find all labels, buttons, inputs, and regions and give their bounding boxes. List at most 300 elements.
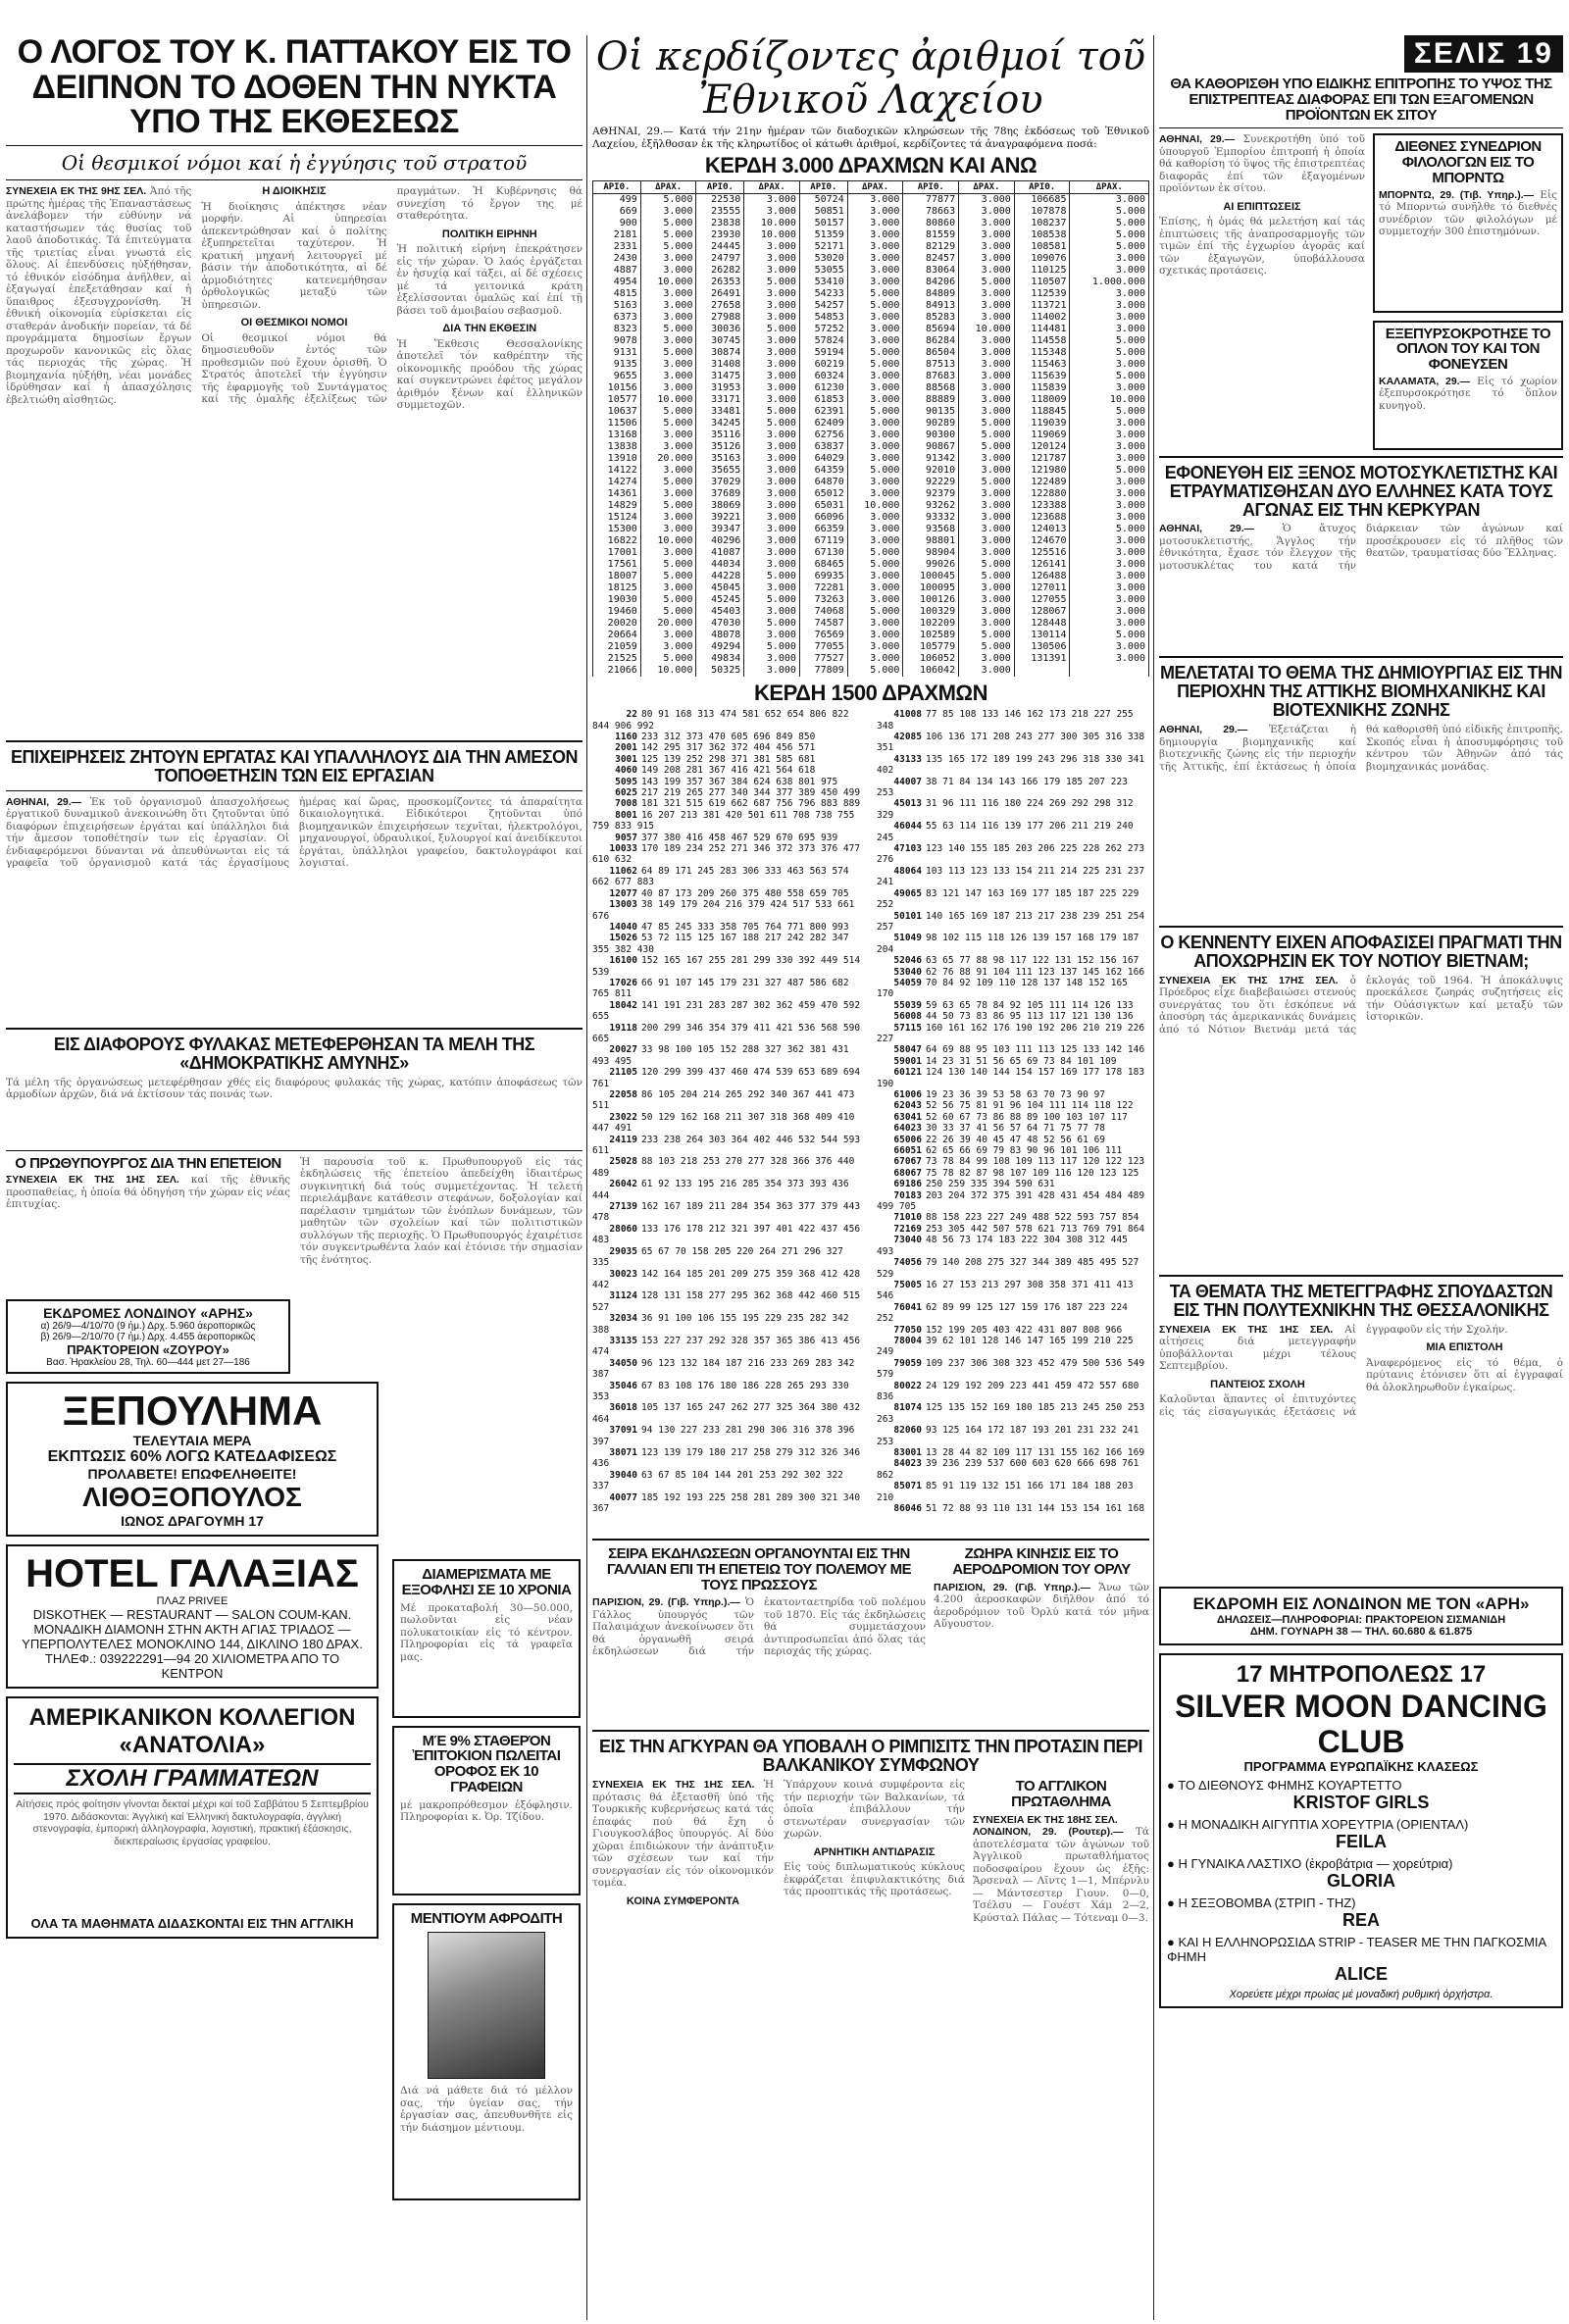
lottery-group-values: 128 131 158 277 295 362 368 442 460 515 527 — [592, 1290, 861, 1313]
lottery-cell: 112539 — [1014, 288, 1070, 300]
lottery-group-key: 28060 — [609, 1223, 637, 1235]
lottery-group-values: 73 78 84 99 108 109 113 117 120 122 123 — [926, 1156, 1145, 1168]
column-rule — [1153, 35, 1154, 2320]
lottery-cell: 40296 — [696, 535, 744, 547]
lottery-cell: 9135 — [593, 359, 641, 371]
lottery-cell: 26491 — [696, 288, 744, 300]
lottery-group-key: 33135 — [609, 1335, 637, 1346]
lottery-group — [877, 1168, 1149, 1179]
lottery-cell: 10577 — [593, 394, 641, 406]
lottery-cell: 3.000 — [1070, 559, 1149, 571]
lottery-cell: 64870 — [799, 477, 847, 488]
lottery-group-key: 61006 — [893, 1089, 922, 1100]
lottery-cell: 3.000 — [1070, 418, 1149, 429]
lottery-group-values: 31 96 111 116 180 224 269 292 298 312 329 — [877, 798, 1134, 821]
lottery-cell: 3.000 — [640, 288, 696, 300]
lottery-cell: 3.000 — [744, 512, 800, 524]
lottery-group — [592, 1336, 865, 1358]
lottery-cell: 3.000 — [847, 535, 903, 547]
lottery-cell: 14361 — [593, 488, 641, 500]
lottery-row — [593, 653, 1149, 665]
lottery-group-values: 140 165 169 187 213 217 238 239 251 254 257 — [877, 910, 1145, 933]
lottery-cell: 77527 — [799, 653, 847, 665]
lottery-cell: 3.000 — [959, 241, 1015, 253]
lottery-group-values: 142 164 185 201 209 275 359 368 412 428 442 — [592, 1268, 861, 1290]
lottery-cell: 114558 — [1014, 335, 1070, 347]
lottery-cell: 93568 — [903, 524, 959, 535]
lottery-cell: 3.000 — [640, 512, 696, 524]
lottery-row — [593, 265, 1149, 277]
lottery-cell: 3.000 — [640, 312, 696, 324]
lottery-cell: 3.000 — [959, 535, 1015, 547]
lottery-col-header: ΑΡΙΘ. — [799, 181, 847, 194]
lottery-group — [592, 1313, 865, 1336]
lottery-group — [877, 777, 1149, 799]
lottery-row — [593, 229, 1149, 241]
lottery-cell: 50325 — [696, 665, 744, 677]
lottery-cell: 54233 — [799, 288, 847, 300]
lottery-cell: 3.000 — [744, 241, 800, 253]
lottery-cell: 900 — [593, 218, 641, 229]
lottery-cell: 45045 — [696, 582, 744, 594]
lottery-group — [877, 1190, 1149, 1213]
medium-ad[interactable]: ΜΕΝΤΙΟΥΜ ΑΦΡΟΔΙΤΗ Διά νά μάθετε διά τό μέλλον σας, τήν ὑγείαν σας, τήν ἐργασίαν σας, ἀπευθυνθῆτε εἰς τήν διάσημον μέντιουμ. — [392, 1903, 581, 2201]
lottery-cell: 3.000 — [640, 371, 696, 382]
lottery-cell: 9131 — [593, 347, 641, 359]
lottery-group-key: 31124 — [609, 1290, 637, 1302]
lottery-cell: 10.000 — [847, 500, 903, 512]
london-excursion-ad[interactable]: ΕΚΔΡΟΜΗ ΕΙΣ ΛΟΝΔΙΝΟΝ ΜΕ ΤΟΝ «ΑΡΗ» ΔΗΛΩΣΕΙΣ—ΠΛΗΡΟΦΟΡΙΑΙ: ΠΡΑΚΤΟΡΕΙΟΝ ΣΙΣΜΑΝΙΔΗ ΔΗΜ. ΓΟΥΝΑΡΗ 38 — ΤΗΛ. 60.680 & 61.875 — [1159, 1587, 1563, 1645]
lottery-group-key: 16100 — [609, 955, 637, 967]
lottery-group-values: 36 91 100 106 155 195 229 235 282 342 388 — [592, 1313, 849, 1336]
lottery-row — [593, 371, 1149, 382]
lottery-group — [877, 754, 1149, 777]
lottery-col-header: ΑΡΙΘ. — [696, 181, 744, 194]
lottery-cell: 3.000 — [959, 382, 1015, 394]
lottery-group — [877, 1447, 1149, 1458]
lottery-group-values: 61 92 133 195 216 285 354 373 393 436 444 — [592, 1179, 849, 1201]
dateline: ΛΟΝΔΙΝΟΝ, 29. (Ρουτερ).— — [973, 1826, 1124, 1839]
lottery-cell: 35163 — [696, 453, 744, 465]
lottery-group — [877, 1381, 1149, 1403]
lottery-cell: 19460 — [593, 606, 641, 618]
lottery-cell: 100329 — [903, 606, 959, 618]
lottery-group-key: 42085 — [893, 732, 922, 742]
lottery-cell: 62391 — [799, 406, 847, 418]
lottery-group-values: 19 23 36 39 53 58 63 70 73 90 97 — [926, 1089, 1106, 1100]
lottery-group-key: 77050 — [893, 1324, 922, 1336]
lottery-cell: 107878 — [1014, 206, 1070, 218]
lottery-group-values: 88 158 223 227 249 488 522 593 757 854 — [926, 1212, 1139, 1224]
lottery-group-key: 11062 — [609, 865, 637, 877]
lottery-cell: 5.000 — [847, 547, 903, 559]
lottery-cell: 3.000 — [959, 653, 1015, 665]
lottery-group-key: 2001 — [615, 742, 637, 754]
lottery-cell: 3.000 — [640, 582, 696, 594]
lottery-group-values: 233 238 264 303 364 402 446 532 544 593 611 — [592, 1134, 861, 1157]
lottery-cell: 115463 — [1014, 359, 1070, 371]
lottery-cell: 119069 — [1014, 429, 1070, 441]
apartments-ad[interactable]: ΔΙΑΜΕΡΙΣΜΑΤΑ ΜΕ ΕΞΟΦΛΗΣΙ ΣΕ 10 ΧΡΟΝΙΑ Μέ προκαταβολή 30—50.000, πωλοῦνται εἰς νέαν πολυκατοικίαν εἰς τό κέντρον. Πληροφορίαι εἰς τά γραφεῖα μας. — [392, 1559, 581, 1718]
jobs-headline: ΕΠΙΧΕΙΡΗΣΕΙΣ ΖΗΤΟΥΝ ΕΡΓΑΤΑΣ ΚΑΙ ΥΠΑΛΛΗΛΟΥΣ ΔΙΑ ΤΗΝ ΑΜΕΣΟΝ ΤΟΠΟΘΕΤΗΣΙΝ ΤΩΝ ΕΙΣ ΕΡΓΑΣΙΑΝ — [10, 747, 579, 785]
lottery-cell: 3.000 — [847, 477, 903, 488]
lottery-cell: 3.000 — [640, 206, 696, 218]
lottery-group-key: 76041 — [893, 1301, 922, 1313]
lottery-group-values: 33 98 100 105 152 288 327 362 381 431 493 495 — [592, 1044, 849, 1067]
lottery-cell: 26353 — [696, 277, 744, 288]
continuation-label: ΣΥΝΕΧΕΙΑ ΕΚ ΤΗΣ 1ΗΣ ΣΕΛ. — [6, 1174, 179, 1187]
lottery-cell: 5.000 — [1070, 335, 1149, 347]
middle-column: Οἱ κερδίζοντες ἀριθμοί τοῦ Ἐθνικοῦ Λαχείου ΑΘΗΝΑΙ, 29.— Κατά τήν 21ην ἡμέραν τῶν διαδοχικῶν κληρώσεων τῆς 78ης ἐκδόσεως τοῦ Ἐθνικοῦ Λαχείου, ἐξῆλθοσαν ἐκ τῆς κληρωτίδος οἱ κάτωθι ἀριθμοί, κερδίζοντες τά ἀναγραφόμενα ποσά: ΚΕΡΔΗ 3.000 ΔΡΑΧΜΩΝ ΚΑΙ ΑΝΩ ΑΡΙΘ. ΔΡΑΧ. ΑΡΙΘ. ΔΡΑΧ. ΑΡΙΘ. ΔΡΑΧ. ΑΡΙΘ. ΔΡΑΧ. ΑΡΙΘ. ΔΡΑΧ. 499 5.000 22530 3.000 50724 3.000 77877 3.000 106685 3.000 669 3.000 23555 3.000 50851 3.000 78663 3.000 107878 5.000 900 5.000 23838 10.000 50157 3.000 80860 3.000 108237 5.000 2181 5.000 23930 10.000 51359 3.000 81559 3.000 108538 5.000 2331 5.000 24445 3.000 52171 3.000 82129 3.000 108581 5.000 2430 3.000 24797 3.000 53020 3.000 82457 3.000 109076 3.000 4887 3.000 26282 3.000 53055 3.000 83064 3.000 110125 3.000 4954 10.000 26353 5.000 53410 3.000 84206 5.000 110507 1.000.000 4815 3.000 26491 3.000 54233 5.000 84809 3.000 112539 3.000 5163 3.000 27658 3.000 54257 5.000 84913 3.000 113721 3.000 6373 3.000 27988 3.000 54853 3.000 85283 3.000 114002 3.000 8323 5.000 30036 5.000 57252 3.000 85694 10.000 114481 3.000 9078 3.000 30745 3.000 57824 3.000 86284 3.000 114558 5.000 9131 5.000 30874 3.000 59194 5.000 86504 3.000 115348 5.000 9135 3.000 31408 3.000 60219 5.000 87513 3.000 115463 3.000 9655 3.000 31475 3.000 60324 3.000 87683 3.000 115639 5.000 10156 3.000 31953 3.000 61230 3.000 88568 3.000 115839 3.000 10577 10.000 33171 3.000 61853 3.000 88889 3.000 118009 10.000 10637 5.000 33481 5.000 62391 5.000 90135 3.000 118845 5.000 11506 5.000 34245 5.000 62409 3.000 90289 5.000 119039 3.000 13168 3.000 35116 3.000 62756 3.000 90300 5.000 119069 3.000 13838 3.000 35126 3.000 63837 3.000 90867 5.000 120124 3.000 13910 20.000 35163 3.000 64029 3.000 91342 3.000 121787 3.000 14122 3.000 35655 3.000 64359 5.000 92010 3.000 121980 5.000 14274 5.000 37029 3.000 64870 3.000 92229 5.000 122489 3.000 14361 3.000 37689 3.000 65012 3.000 92379 3.000 122880 3.000 14829 5.000 38069 3.000 65031 10.000 93262 3.000 123388 3.000 15124 3.000 39221 3.000 66096 3.000 93332 3.000 123688 3.000 15300 3.000 39347 3.000 66359 3.000 93568 3.000 124013 5.000 16822 10.000 40296 3.000 67119 3.000 98801 3.000 124670 3.000 17001 3.000 41087 3.000 67130 5.000 98904 3.000 125516 3.000 17561 5.000 44034 3.000 68465 5.000 99026 5.000 126141 3.000 18007 5.000 44228 5.000 69935 3.000 100045 5.000 126488 3.000 18125 3.000 45045 3.000 72281 3.000 100095 3.000 127011 3.000 19030 5.000 45245 5.000 73263 3.000 100126 3.000 127055 3.000 19460 5.000 45403 3.000 74068 5.000 100329 3.000 128067 3.000 20020 20.000 47030 5.000 74587 3.000 102209 3.000 128448 3.000 20664 3.000 48078 3.000 76569 3.000 102589 5.000 130114 5.000 21059 3.000 49294 5.000 77055 3.000 105779 5.000 130506 3.000 21525 5.000 49834 3.000 77527 3.000 106052 3.000 131391 3.000 21066 10.000 50325 3.000 77809 5.000 106042 3.000 ΚΕΡΔΗ 1500 ΔΡΑΧΜΩΝ 22 80 91 168 313 474 581 652 654 806 822 844 906 992 1160 233 312 373 470 605 696 849 850 2001 142 295 317 362 372 404 456 571 3001 125 139 252 298 371 381 585 681 4060 149 208 281 367 416 421 564 618 5095 143 199 357 367 384 624 638 801 975 6025 217 219 265 277 340 344 377 389 450 499 7008 181 321 515 619 662 687 756 796 883 889 8001 16 207 213 381 420 501 611 708 738 755 759 833 915 9057 377 380 416 458 467 529 670 695 939 10033 170 189 234 252 271 346 372 373 376 477 610 632 11062 64 89 171 245 283 306 333 463 563 574 662 677 883 12077 40 87 173 209 260 375 480 558 659 705 13003 38 149 179 204 216 379 424 517 533 661 676 14040 47 85 245 333 358 705 764 771 800 993 15026 53 72 115 125 167 188 217 242 282 347 355 382 430 16100 152 165 167 255 281 299 330 392 449 514 539 17026 66 91 107 145 179 231 327 487 586 682 765 811 18042 141 191 231 283 287 302 362 459 470 592 655 19118 200 299 346 354 379 411 421 536 568 590 665 20027 33 98 100 105 152 288 327 362 381 431 493 495 21105 120 299 399 437 460 474 539 653 689 694 761 22058 86 105 204 214 265 292 340 367 441 473 511 23022 50 129 162 168 211 307 318 368 409 410 447 491 24119 233 238 264 303 364 402 446 532 544 593 611 25028 88 103 218 253 270 277 328 366 376 440 489 26042 61 92 133 195 216 285 354 373 393 436 444 27139 162 167 189 211 284 354 363 377 379 443 478 28060 133 176 178 212 321 397 401 422 437 456 483 29035 65 67 70 158 205 220 264 271 296 327 335 30023 142 164 185 201 209 275 359 368 412 428 442 31124 128 131 158 277 295 362 368 442 460 515 527 32034 36 91 100 106 155 195 229 235 282 342 388 33135 153 227 237 292 328 357 365 386 413 456 474 34050 96 123 132 184 187 216 233 269 283 342 387 35046 67 83 108 176 180 186 228 265 293 330 353 36018 105 137 165 247 262 277 325 364 380 432 464 37091 94 130 227 233 281 290 306 316 378 396 397 38071 123 139 179 180 217 258 279 312 326 346 436 39040 63 67 85 104 144 201 253 292 302 322 337 40077 185 192 193 225 258 281 289 300 321 340 367 41008 77 85 108 133 146 162 173 218 227 255 348 42085 106 136 171 208 243 277 300 305 316 338 351 43133 135 165 172 189 199 243 296 318 330 341 402 44007 38 71 84 134 143 166 179 185 207 223 253 45013 31 96 111 116 180 224 269 292 298 312 329 46044 55 63 114 116 139 177 206 211 219 240 245 47103 123 140 155 185 203 206 225 228 262 273 276 48064 103 113 123 133 154 211 214 225 231 237 241 49065 83 121 147 163 169 177 185 187 225 229 252 50101 140 165 169 187 213 217 238 239 251 254 257 51049 98 102 115 118 126 139 157 168 179 187 204 52046 63 65 77 88 98 117 122 131 152 156 167 53040 62 76 88 91 104 111 123 137 145 162 166 54059 70 84 92 109 110 128 137 148 152 165 170 55039 59 63 65 78 84 92 105 111 114 126 133 56008 44 50 73 83 86 95 113 117 121 130 136 57115 160 161 162 176 190 192 206 210 219 226 227 58047 64 69 88 95 103 111 113 125 133 142 146 59001 14 23 31 51 56 65 69 73 84 101 109 60121 124 130 140 144 154 157 169 177 178 183 190 61006 19 23 36 39 53 58 63 70 73 90 97 62043 52 56 75 81 91 96 104 111 114 118 122 63041 52 60 67 73 86 88 89 100 103 107 117 64023 30 33 37 41 56 57 64 71 75 77 78 65006 22 26 39 40 45 47 48 52 56 61 69 66051 62 65 66 69 79 83 90 96 101 106 111 67067 73 78 84 99 108 109 113 117 120 122 123 68067 75 78 82 87 98 107 109 116 120 123 125 69186 250 259 335 394 590 631 70183 203 204 372 375 391 428 431 454 484 489 499 705 71010 88 158 223 227 249 488 522 593 757 854 72169 253 305 442 507 578 621 713 769 791 864 73040 48 56 73 174 183 222 304 308 312 445 493 74056 79 140 208 275 327 344 389 485 495 527 529 75005 16 27 153 213 297 308 358 371 411 413 546 76041 62 89 99 125 127 159 176 187 223 224 252 77050 152 199 205 403 422 431 807 808 966 78004 39 62 101 128 146 147 165 199 210 225 249 79059 109 237 306 308 323 452 479 500 536 549 579 80022 24 129 192 209 223 441 459 472 557 680 836 81074 125 135 152 169 180 185 213 245 250 253 263 82060 93 125 164 172 187 193 201 231 232 241 253 83001 13 28 44 82 109 117 131 155 162 166 169 84023 39 236 239 537 600 603 620 666 698 761 862 85071 85 91 119 132 151 166 171 184 188 203 210 86046 51 72 88 93 110 131 144 153 154 161 168 ΣΕΙΡΑ ΕΚΔΗΛΩΣΕΩΝ ΟΡΓΑΝΟΥΝΤΑΙ ΕΙΣ ΤΗΝ ΓΑΛΛΙΑΝ ΕΠΙ ΤΗ ΕΠΕΤΕΙΩ ΤΟΥ ΠΟΛΕΜΟΥ ΜΕ ΤΟΥΣ ΠΡΩΣΣΟΥΣ ΠΑΡΙΣΙΟΝ, 29. (Γιβ. Υπηρ.).— Ὁ Γάλλος ὑπουργός τῶν Παλαιμάχων ἀνεκοίνωσεν ὅτι θά ὀργανωθῆ σειρά ἐκδηλώσεων διά τήν ἐκατονταετηρίδα τοῦ πολέμου τοῦ 1870. Εἰς τάς ἐκδηλώσεις θά συμμετάσχουν ἀντιπροσωπεῖαι ἀπό ὅλας τάς περιοχάς τῆς χώρας. ΖΩΗΡΑ ΚΙΝΗΣΙΣ ΕΙΣ ΤΟ ΑΕΡΟΔΡΟΜΙΟΝ ΤΟΥ ΟΡΛΥ ΠΑΡΙΣΙΟΝ, 29. (Γιβ. Υπηρ.).— Ἄνω τῶν 4.200 ἀεροσκαφῶν διῆλθον ἀπό τό ἀεροδρόμιον τοῦ Ὀρλύ κατά τόν μῆνα Αὔγουστον. ΕΙΣ ΤΗΝ ΑΓΚΥΡΑΝ ΘΑ ΥΠΟΒΑΛΗ Ο ΡΙΜΠΙΣΙΤΣ ΤΗΝ ΠΡΟΤΑΣΙΝ ΠΕΡΙ ΒΑΛΚΑΝΙΚΟΥ ΣΥΜΦΩΝΟΥ ΣΥΝΕΧΕΙΑ ΕΚ ΤΗΣ 1ΗΣ ΣΕΛ. Ἡ πρότασις θά ἐξετασθῆ ὑπό τῆς Τουρκικῆς κυβερνήσεως κατά τάς ἐπαφάς πού θά ἔχη ὁ Γιουγκοσλάβος ὑπουργός. Αἱ δύο χῶραι ἐπιδιώκουν τήν ἀνάπτυξιν τῶν σχέσεων των καί τήν συνεργασίαν εἰς τόν οἰκονομικόν τομέα. ΚΟΙΝΑ ΣΥΜΦΕΡΟΝΤΑ Ὑπάρχουν κοινά συμφέροντα εἰς τήν περιοχήν τῶν Βαλκανίων, τά ὁποῖα ἐπιβάλλουν τήν στενωτέραν συνεργασίαν τῶν χωρῶν. ΑΡΝΗΤΙΚΗ ΑΝΤΙΔΡΑΣΙΣ Εἰς τούς διπλωματικούς κύκλους ἐκφράζεται ἐπιφυλακτικότης διά τάς προοπτικάς τῆς προτάσεως. ΤΟ ΑΓΓΛΙΚΟΝ ΠΡΩΤΑΘΛΗΜΑ ΣΥΝΕΧΕΙΑ ΕΚ ΤΗΣ 18ΗΣ ΣΕΛ. ΛΟΝΔΙΝΟΝ, 29. (Ρουτερ).— Τά ἀποτελέσματα τῶν ἀγώνων τοῦ Ἀγγλικοῦ πρωταθλήματος ποδοσφαίρου ἔχουν ὡς ἑξῆς: Ἄρσεναλ — Λῖντς 1—1, Μπέρνλυ — Μάντσεστερ Γιουν. 0—0, Τσέλσυ — Γουέστ Χάμ 2—2, Κρύσταλ Πάλας — Τότεναμ 0—3. — [592, 34, 1149, 1924]
lottery-cell — [1014, 665, 1070, 677]
lottery-cell: 119039 — [1014, 418, 1070, 429]
lottery-cell: 3.000 — [640, 359, 696, 371]
lottery-cell: 3.000 — [744, 288, 800, 300]
lottery-cell: 50724 — [799, 194, 847, 207]
lottery-cell: 5.000 — [744, 641, 800, 653]
aris-excursion-ad[interactable]: ΕΚΔΡΟΜΕΣ ΛΟΝΔΙΝΟΥ «ΑΡΗΣ» α) 26/9—4/10/70 (9 ἡμ.) Δρχ. 5.960 ἀεροπορικῶς β) 26/9—2/10/70 (7 ἡμ.) Δρχ. 4.455 ἀεροπορικῶς ΠΡΑΚΤΟΡΕΙΟΝ «ΖΟΥΡΟΥ» Βασ. Ἡρακλείου 28, Τηλ. 60—444 μετ 27—186 — [6, 1299, 290, 1374]
lottery-group — [877, 1112, 1149, 1123]
lottery-group — [877, 1089, 1149, 1100]
lottery-group-key: 5095 — [615, 776, 637, 787]
lottery-group-key: 64023 — [893, 1123, 922, 1135]
lottery-cell: 45403 — [696, 606, 744, 618]
section-subhead: ΠΟΛΙΤΙΚΗ ΕΙΡΗΝΗ — [441, 227, 537, 240]
lottery-group — [592, 1358, 865, 1381]
lottery-cell: 3.000 — [847, 241, 903, 253]
lottery-cell: 3.000 — [1070, 253, 1149, 265]
lottery-cell: 16822 — [593, 535, 641, 547]
lottery-cell: 3.000 — [640, 488, 696, 500]
students-headline: ΤΑ ΘΕΜΑΤΑ ΤΗΣ ΜΕΤΕΓΓΡΑΦΗΣ ΣΠΟΥΔΑΣΤΩΝ ΕΙΣ ΤΗΝ ΠΟΛΥΤΕΧΝΙΚΗΝ ΤΗΣ ΘΕΣΣΑΛΟΝΙΚΗΣ — [1169, 1281, 1553, 1320]
lottery-cell: 35116 — [696, 429, 744, 441]
lottery-group-key: 59001 — [893, 1055, 922, 1067]
lottery-group — [592, 922, 865, 933]
lottery-cell: 3.000 — [847, 229, 903, 241]
lottery-group-values: 123 140 155 185 203 206 225 228 262 273 276 — [877, 843, 1145, 866]
lottery-group-key: 29035 — [609, 1245, 637, 1257]
lottery-cell: 53410 — [799, 277, 847, 288]
lottery-row — [593, 524, 1149, 535]
lottery-cell: 3.000 — [744, 535, 800, 547]
lottery-group-key: 22058 — [609, 1089, 637, 1100]
lottery-cell: 3.000 — [959, 488, 1015, 500]
lottery-cell: 19030 — [593, 594, 641, 606]
lottery-group — [592, 1089, 865, 1112]
lottery-cell: 127055 — [1014, 594, 1070, 606]
lottery-cell: 49294 — [696, 641, 744, 653]
lottery-cell: 125516 — [1014, 547, 1070, 559]
lottery-group — [877, 955, 1149, 966]
lottery-cell: 2430 — [593, 253, 641, 265]
lottery-row — [593, 206, 1149, 218]
lottery-group-values: 53 72 115 125 167 188 217 242 282 347 355 382 430 — [592, 933, 849, 955]
lottery-row — [593, 477, 1149, 488]
lottery-cell: 3.000 — [640, 265, 696, 277]
lottery-cell: 3.000 — [640, 641, 696, 653]
lottery-cell: 3.000 — [959, 547, 1015, 559]
lottery-cell: 3.000 — [847, 488, 903, 500]
lottery-cell: 47030 — [696, 618, 744, 630]
lottery-cell: 92010 — [903, 465, 959, 477]
lottery-cell: 63837 — [799, 441, 847, 453]
lottery-group-key: 12077 — [609, 887, 637, 899]
lottery-group-key: 4060 — [615, 765, 637, 777]
lottery-group — [592, 978, 865, 1000]
lottery-cell: 10.000 — [640, 394, 696, 406]
lottery-group-key: 54059 — [893, 977, 922, 988]
lottery-group-key: 20027 — [609, 1044, 637, 1056]
lottery-cell: 37029 — [696, 477, 744, 488]
lottery-cell: 3.000 — [1070, 288, 1149, 300]
lottery-cell: 3.000 — [640, 524, 696, 535]
lottery-cell: 106052 — [903, 653, 959, 665]
lottery-cell: 3.000 — [1070, 653, 1149, 665]
lottery-cell: 130506 — [1014, 641, 1070, 653]
lottery-cell: 5.000 — [744, 618, 800, 630]
lottery-cell: 115839 — [1014, 382, 1070, 394]
lottery-group-values: 125 139 252 298 371 381 585 681 — [641, 753, 816, 765]
lottery-row — [593, 618, 1149, 630]
lottery-cell: 5.000 — [1070, 630, 1149, 641]
lottery-cell: 3.000 — [959, 665, 1015, 677]
lottery-group — [592, 888, 865, 899]
college-ad[interactable]: ΑΜΕΡΙΚΑΝΙΚΟΝ ΚΟΛΛΕΓΙΟΝ «ΑΝΑΤΟΛΙΑ» ΣΧΟΛΗ ΓΡΑΜΜΑΤΕΩΝ Αἰτήσεις πρός φοίτησιν γίνονται δεκταί μέχρι καί τοῦ Σαββάτου 5 Σεπτεμβρίου 1970. Διδάσκονται: Ἀγγλική καί Ἑλληνική δακτυλογραφία, ἀγγλική στενογραφία, ἐμπορική ἀλληλογραφία, λογιστική, πρακτική ἐξάσκησις, διεκπεραίωσις ἐργασίας γραφείου. ΟΛΑ ΤΑ ΜΑΘΗΜΑΤΑ ΔΙΔΑΣΚΟΝΤΑΙ ΕΙΣ ΤΗΝ ΑΓΓΛΙΚΗ — [6, 1696, 379, 1939]
lottery-cell: 3.000 — [847, 618, 903, 630]
lottery-cell: 60324 — [799, 371, 847, 382]
lottery-cell: 5.000 — [847, 606, 903, 618]
lottery-cell: 110507 — [1014, 277, 1070, 288]
lottery-cell: 83064 — [903, 265, 959, 277]
lottery-group — [592, 1156, 865, 1179]
lottery-col-header: ΑΡΙΘ. — [1014, 181, 1070, 194]
lottery-cell: 84913 — [903, 300, 959, 312]
lottery-group-key: 22 — [626, 709, 637, 721]
lottery-cell: 3.000 — [959, 500, 1015, 512]
lottery-cell: 72281 — [799, 582, 847, 594]
lottery-cell: 115348 — [1014, 347, 1070, 359]
lottery-group — [592, 1402, 865, 1425]
dateline: ΠΑΡΙΣΙΟΝ, 29. (Γιβ. Υπηρ.).— — [934, 1581, 1091, 1593]
lottery-cell: 5.000 — [640, 571, 696, 582]
lottery-cell: 14122 — [593, 465, 641, 477]
lottery-cell: 67119 — [799, 535, 847, 547]
lottery-group — [877, 1280, 1149, 1302]
lottery-cell: 121980 — [1014, 465, 1070, 477]
lottery-group-values: 14 23 31 51 56 65 69 73 84 101 109 — [926, 1055, 1117, 1067]
sale-ad[interactable]: ΞΕΠΟΥΛΗΜΑ ΤΕΛΕΥΤΑΙΑ ΜΕΡΑ ΕΚΠΤΩΣΙΣ 60% ΛΟΓΩ ΚΑΤΕΔΑΦΙΣΕΩΣ ΠΡΟΛΑΒΕΤΕ! ΕΠΩΦΕΛΗΘΕΙΤΕ! ΛΙΘΟΞΟΠΟΥΛΟΣ ΙΩΝΟΣ ΔΡΑΓΟΥΜΗ 17 — [6, 1382, 379, 1537]
lottery-cell: 3.000 — [847, 194, 903, 207]
lottery-group — [877, 933, 1149, 955]
lottery-group — [592, 777, 865, 787]
lottery-cell: 5.000 — [1070, 406, 1149, 418]
lottery-group-key: 9057 — [615, 832, 637, 843]
lottery-cell: 67130 — [799, 547, 847, 559]
club-act-name: ALICE — [1335, 1963, 1388, 1984]
lottery-group — [877, 1235, 1149, 1257]
lottery-group-key: 62043 — [893, 1100, 922, 1112]
lottery-cell: 5.000 — [1070, 524, 1149, 535]
lottery-group-key: 85071 — [893, 1481, 922, 1492]
lottery-cell: 15300 — [593, 524, 641, 535]
lottery-cell: 31408 — [696, 359, 744, 371]
lottery-group — [877, 843, 1149, 866]
lottery-group — [592, 1201, 865, 1224]
lottery-cell: 27658 — [696, 300, 744, 312]
lottery-cell: 87513 — [903, 359, 959, 371]
lottery-dateline: ΑΘΗΝΑΙ, 29.— Κατά τήν 21ην ἡμέραν τῶν διαδοχικῶν κληρώσεων τῆς 78ης ἐκδόσεως τοῦ Ἐθνικοῦ Λαχείου, ἐξῆλθοσαν ἐκ τῆς κληρωτίδος οἱ κάτωθι ἀριθμοί, κερδίζοντες τά ἀναγραφόμενα ποσά: — [592, 126, 1149, 150]
lottery-cell: 13838 — [593, 441, 641, 453]
lottery-group-values: 94 130 227 233 281 290 306 316 378 396 397 — [592, 1425, 855, 1447]
lottery-cell: 3.000 — [1070, 382, 1149, 394]
lottery-cell: 3.000 — [847, 371, 903, 382]
lottery-cell: 3.000 — [959, 265, 1015, 277]
lottery-group-key: 71010 — [893, 1212, 922, 1224]
lottery-cell: 53020 — [799, 253, 847, 265]
kennedy-headline: Ο ΚΕΝΝΕΝΤΥ ΕΙΧΕΝ ΑΠΟΦΑΣΙΣΕΙ ΠΡΑΓΜΑΤΙ ΤΗΝ ΑΠΟΧΩΡΗΣΙΝ ΕΚ ΤΟΥ ΝΟΤΙΟΥ ΒΙΕΤΝΑΜ; — [1160, 933, 1562, 971]
lottery-cell: 21525 — [593, 653, 641, 665]
lottery-cell: 5.000 — [744, 406, 800, 418]
lottery-number-groups — [592, 709, 1149, 1533]
lottery-cell: 53055 — [799, 265, 847, 277]
lottery-cell: 3.000 — [640, 429, 696, 441]
lottery-cell: 91342 — [903, 453, 959, 465]
lottery-row — [593, 465, 1149, 477]
lottery-group — [877, 1481, 1149, 1503]
lottery-group-key: 47103 — [893, 843, 922, 855]
lottery-cell: 30745 — [696, 335, 744, 347]
lottery-group-values: 38 71 84 134 143 166 179 185 207 223 253 — [877, 776, 1128, 799]
lottery-cell: 64359 — [799, 465, 847, 477]
lottery-group — [877, 1224, 1149, 1235]
lottery-cell: 20.000 — [640, 453, 696, 465]
lottery-group-key: 66051 — [893, 1145, 922, 1157]
lottery-group-values: 13 28 44 82 109 117 131 155 162 166 169 — [926, 1447, 1145, 1458]
lottery-cell: 5.000 — [640, 594, 696, 606]
lottery-cell: 13910 — [593, 453, 641, 465]
lottery-group — [877, 1011, 1149, 1022]
lottery-group — [592, 742, 865, 753]
lottery-cell: 3.000 — [847, 630, 903, 641]
lottery-cell: 5.000 — [1070, 218, 1149, 229]
lottery-cell: 5.000 — [744, 571, 800, 582]
lottery-group-values: 103 113 123 133 154 211 214 225 231 237 241 — [877, 865, 1145, 888]
lottery-group — [592, 1135, 865, 1157]
lottery-cell: 11506 — [593, 418, 641, 429]
lottery-cell: 3.000 — [640, 382, 696, 394]
lottery-cell: 124013 — [1014, 524, 1070, 535]
lottery-group-key: 53040 — [893, 966, 922, 978]
lottery-cell: 3.000 — [744, 265, 800, 277]
lottery-group-values: 77 85 108 133 146 162 173 218 227 255 348 — [877, 709, 1134, 732]
lottery-group-values: 62 76 88 91 104 111 123 137 145 162 166 — [926, 966, 1145, 978]
silver-moon-ad[interactable]: 17 ΜΗΤΡΟΠΟΛΕΩΣ 17 SILVER MOON DANCING CLUB ΠΡΟΓΡΑΜΜΑ ΕΥΡΩΠΑΪΚΗΣ ΚΛΑΣΕΩΣ ● ΤΟ ΔΙΕΘΝΟΥΣ ΦΗΜΗΣ ΚΟΥΑΡΤΕΤΤΟ KRISTOF GIRLS ● Η ΜΟΝΑΔΙΚΗ ΑΙΓΥΠΤΙΑ ΧΟΡΕΥΤΡΙΑ (ΟΡΙΕΝΤΑΛ) FEILA ● Η ΓΥΝΑΙΚΑ ΛΑΣΤΙΧΟ (ἐκροβάτρια — χορεύτρια) GLORIA ● Η ΣΕΞΟΒΟΜΒΑ (ΣΤΡΙΠ - ΤΗΖ) REA ● ΚΑΙ Η ΕΛΛΗΝΟΡΩΣΙΔΑ STRIP - TEASER ΜΕ ΤΗΝ ΠΑΓΚΟΣΜΙΑ ΦΗΜΗ ALICE Χορεύετε μέχρι πρωίας μέ μοναδική ρυθμική ὀρχήστρα. — [1159, 1653, 1563, 2008]
lottery-cell: 3.000 — [847, 394, 903, 406]
lottery-cell: 3.000 — [959, 512, 1015, 524]
floor-sale-ad[interactable]: ΜΈ 9% ΣΤΑΘΕΡΌΝ ἘΠΙΤΌΚΙΟΝ ΠΩΛΕΙΤΑΙ ΟΡΟΦΟΣ ΕΚ 10 ΓΡΑΦΕΙΩΝ μέ μακροπρόθεσμον ἐξόφλησιν. Πληροφορίαι κ. Ὀρ. Τζίδου. — [392, 1726, 581, 1895]
lottery-group-values: 98 102 115 118 126 139 157 168 179 187 204 — [877, 933, 1139, 955]
lottery-group — [592, 810, 865, 833]
lottery-cell: 17001 — [593, 547, 641, 559]
lottery-cell: 23930 — [696, 229, 744, 241]
lottery-cell: 3.000 — [744, 500, 800, 512]
lottery-group-values: 40 87 173 209 260 375 480 558 659 705 — [641, 887, 849, 899]
lottery-row — [593, 394, 1149, 406]
lottery-cell: 14274 — [593, 477, 641, 488]
lottery-group-key: 78004 — [893, 1335, 922, 1346]
lottery-cell: 10.000 — [640, 277, 696, 288]
lottery-group — [592, 1381, 865, 1403]
lottery-cell: 10637 — [593, 406, 641, 418]
lottery-cell: 59194 — [799, 347, 847, 359]
lottery-row — [593, 218, 1149, 229]
lottery-cell: 131391 — [1014, 653, 1070, 665]
lottery-group-key: 68067 — [893, 1167, 922, 1179]
lottery-group-values: 96 123 132 184 187 216 233 269 283 342 387 — [592, 1357, 855, 1381]
lottery-cell: 3.000 — [1070, 571, 1149, 582]
lottery-cell: 90867 — [903, 441, 959, 453]
lottery-group — [877, 888, 1149, 911]
lottery-group-values: 109 237 306 308 323 452 479 500 536 549 579 — [877, 1357, 1145, 1381]
lottery-cell: 3.000 — [847, 418, 903, 429]
lottery-group-values: 93 125 164 172 187 193 201 231 232 241 253 — [877, 1425, 1139, 1447]
lottery-group — [592, 787, 865, 798]
club-act-name: REA — [1341, 1909, 1380, 1930]
lottery-cell: 3.000 — [847, 277, 903, 288]
lottery-cell — [1070, 665, 1149, 677]
lottery-cell: 5.000 — [959, 277, 1015, 288]
lottery-cell: 61853 — [799, 394, 847, 406]
lottery-group-key: 45013 — [893, 798, 922, 810]
lottery-group-key: 79059 — [893, 1357, 922, 1369]
lottery-group-values: 39 62 101 128 146 147 165 199 210 225 249 — [877, 1335, 1134, 1358]
lottery-cell: 3.000 — [847, 265, 903, 277]
lottery-row — [593, 559, 1149, 571]
lottery-group — [592, 1425, 865, 1447]
lottery-cell: 3.000 — [1070, 488, 1149, 500]
lottery-group — [877, 911, 1149, 934]
lottery-cell: 123688 — [1014, 512, 1070, 524]
lottery-cell: 90289 — [903, 418, 959, 429]
lottery-group-key: 35046 — [609, 1380, 637, 1391]
lottery-cell: 92379 — [903, 488, 959, 500]
lottery-group-values: 124 130 140 144 154 157 169 177 178 183 190 — [877, 1067, 1145, 1089]
lottery-group-key: 19118 — [609, 1022, 637, 1034]
lottery-cell: 3.000 — [640, 335, 696, 347]
lottery-row — [593, 359, 1149, 371]
lottery-cell: 60219 — [799, 359, 847, 371]
lottery-group-key: 40077 — [609, 1491, 637, 1503]
lottery-cell: 24797 — [696, 253, 744, 265]
lottery-cell: 3.000 — [847, 571, 903, 582]
lottery-group-key: 74056 — [893, 1257, 922, 1269]
lottery-cell: 3.000 — [744, 630, 800, 641]
gallia-headline: ΣΕΙΡΑ ΕΚΔΗΛΩΣΕΩΝ ΟΡΓΑΝΟΥΝΤΑΙ ΕΙΣ ΤΗΝ ΓΑΛΛΙΑΝ ΕΠΙ ΤΗ ΕΠΕΤΕΙΩ ΤΟΥ ΠΟΛΕΜΟΥ ΜΕ ΤΟΥΣ ΠΡΩΣΣΟΥΣ — [606, 1545, 912, 1593]
lottery-cell: 5.000 — [640, 241, 696, 253]
lottery-group — [592, 843, 865, 866]
congress-headline: ΔΙΕΘΝΕΣ ΣΥΝΕΔΡΙΟΝ ΦΙΛΟΛΟΓΩΝ ΕΙΣ ΤΟ ΜΠΟΡΝΤΩ — [1394, 138, 1542, 186]
lottery-cell: 3.000 — [1070, 512, 1149, 524]
lottery-cell: 3.000 — [744, 441, 800, 453]
lottery-cell: 3.000 — [744, 371, 800, 382]
club-act-desc: ● Η ΣΕΞΟΒΟΜΒΑ (ΣΤΡΙΠ - ΤΗΖ) — [1167, 1895, 1356, 1910]
lottery-cell: 3.000 — [1070, 194, 1149, 207]
lottery-cell: 3.000 — [744, 582, 800, 594]
lottery-cell: 78663 — [903, 206, 959, 218]
hotel-ad[interactable]: HOTEL ΓΑΛΑΞΙΑΣ ΠΛΑΖ PRIVEE DISKOTHEK — RESTAURANT — SALON COUM-KAN. ΜΟΝΑΔΙΚΗ ΔΙΑΜΟΝΗ ΣΤΗΝ ΑΚΤΗ ΑΓΙΑΣ ΤΡΙΑΔΟΣ — ΥΠΕΡΠΟΛΥΤΕΛΕΣ ΜΟΝΟΚΛΙΝΟ 144, ΔΙΚΛΙΝΟ 180 ΔΡΑΧ. ΤΗΛΕΦ.: 039222291—94 20 ΧΙΛΙΟΜΕΤΡΑ ΑΠΟ ΤΟ ΚΕΝΤΡΟΝ — [6, 1544, 379, 1689]
industry-headline: ΜΕΛΕΤΑΤΑΙ ΤΟ ΘΕΜΑ ΤΗΣ ΔΗΜΙΟΥΡΓΙΑΣ ΕΙΣ ΤΗΝ ΠΕΡΙΟΧΗΝ ΤΗΣ ΑΤΤΙΚΗΣ ΒΙΟΜΗΧΑΝΙΚΗΣ ΚΑΙ ΒΙΟΤΕΧΝΙΚΗΣ ΖΩΝΗΣ — [1159, 663, 1562, 721]
lottery-cell: 24445 — [696, 241, 744, 253]
